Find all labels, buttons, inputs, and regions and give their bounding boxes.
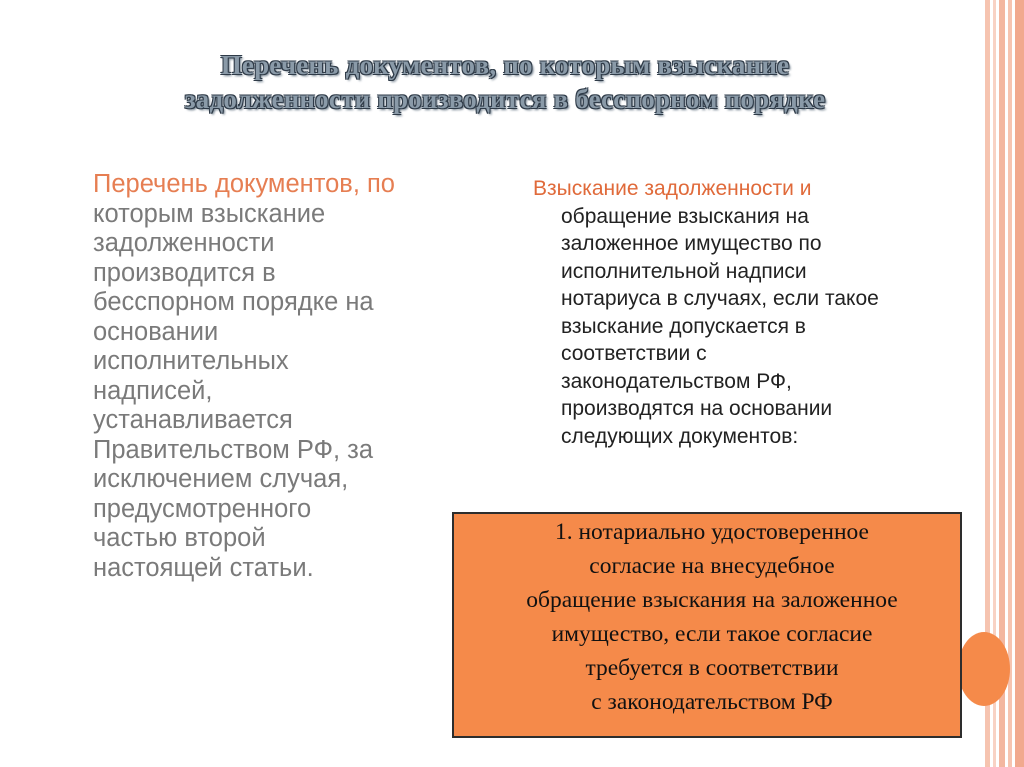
left-line: исполнительных (93, 347, 289, 375)
box-line: имущество, если такое согласие (551, 621, 873, 647)
left-line: производится в (93, 258, 276, 287)
right-line: обращение взыскания на (561, 204, 809, 228)
left-paragraph (93, 170, 473, 583)
right-line: следующих документов: (561, 424, 799, 448)
left-line: предусмотренного (93, 494, 312, 523)
box-line: 1. нотариально удостоверенное (554, 519, 869, 545)
right-line: законодательством РФ, (561, 369, 792, 393)
slide-title (95, 48, 915, 116)
right-line: нотариуса в случаях, если такое (561, 287, 879, 310)
right-line: Взыскание задолженности и (533, 177, 812, 200)
right-line: взыскание допускается в (561, 314, 806, 338)
box-line: требуется в соответствии (585, 655, 839, 681)
left-line: бесспорном порядке на (93, 288, 374, 316)
left-line: Перечень документов, по (93, 170, 395, 198)
title-line: Перечень документов, по которым взыскание (220, 50, 790, 80)
right-line: заложенное имущество по (561, 232, 822, 255)
right-paragraph (533, 175, 973, 450)
left-line: исключением случая, (93, 465, 349, 493)
left-line: задолженности (93, 229, 275, 257)
right-line: соответствии с (561, 342, 707, 365)
decor-stripe (1008, 0, 1012, 767)
left-line: которым взыскание (93, 199, 326, 228)
left-line: надписей, (93, 376, 213, 405)
left-line: частью второй (93, 524, 266, 552)
left-line: Правительством РФ, за (93, 435, 374, 464)
highlight-box-text (452, 512, 972, 719)
left-line: устанавливается (93, 406, 293, 434)
left-line: основании (93, 317, 219, 346)
box-line: обращение взыскания на заложенное (526, 587, 898, 613)
decor-stripe (1015, 0, 1024, 767)
box-line: согласие на внесудебное (589, 553, 835, 579)
right-line: исполнительной надписи (561, 259, 807, 283)
box-line: с законодательством РФ (591, 689, 833, 715)
title-line: задолженности производится в бесспорном порядке (184, 84, 826, 114)
left-line: настоящей статьи. (93, 553, 314, 582)
right-line: производятся на основании (561, 397, 833, 420)
